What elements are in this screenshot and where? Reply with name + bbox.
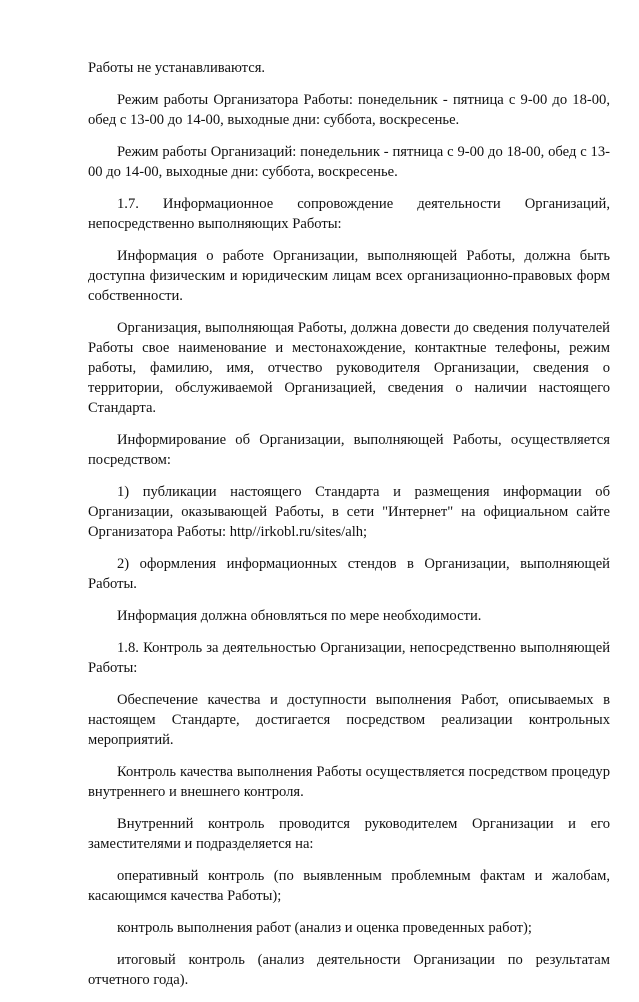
paragraph-quality-assurance: Обеспечение качества и доступности выполнения Работ, описываемых в настоящем Стандарте, достигается посредством реализации контрольных мероприятий.: [88, 692, 610, 748]
document-body: [88, 58, 610, 1002]
list-item-operational-control: оперативный контроль (по выявленным проблемным фактам и жалобам, касающимся качества Работы);: [88, 868, 610, 904]
paragraph-internal-control: Внутренний контроль проводится руководителем Организации и его заместителями и подразделяется на:: [88, 816, 610, 852]
paragraph-information-update: Информация должна обновляться по мере необходимости.: [117, 608, 482, 624]
list-item-work-control: контроль выполнения работ (анализ и оценка проведенных работ);: [117, 920, 532, 936]
paragraph-continuation: Работы не устанавливаются.: [88, 60, 266, 76]
paragraph-informing-means: Информирование об Организации, выполняющей Работы, осуществляется посредством:: [88, 432, 610, 468]
list-item-stands: 2) оформления информационных стендов в Организации, выполняющей Работы.: [88, 556, 610, 592]
section-heading-1-7: 1.7. Информационное сопровождение деятельности Организаций, непосредственно выполняющих Работы:: [88, 196, 610, 232]
section-heading-1-8: 1.8. Контроль за деятельностью Организации, непосредственно выполняющей Работы:: [88, 640, 610, 676]
list-item-publication: 1) публикации настоящего Стандарта и размещения информации об Организации, оказывающей Работы, в сети "Интернет" на официальном сайте Организатора Работы: http//irkobl.ru/sites/alh;: [88, 484, 610, 540]
paragraph-information-availability: Информация о работе Организации, выполняющей Работы, должна быть доступна физическим и юридическим лицам всех организационно-правовых форм собственности.: [88, 248, 610, 304]
paragraph-organization-duties: Организация, выполняющая Работы, должна довести до сведения получателей Работы свое наименование и местонахождение, контактные телефоны, режим работы, фамилию, имя, отчество руководителя Организации, сведения о территории, обслуживаемой Организацией, сведения о наличии настоящего Стандарта.: [88, 320, 610, 416]
list-item-final-control: итоговый контроль (анализ деятельности Организации по результатам отчетного года).: [88, 952, 610, 988]
paragraph-organizer-schedule: Режим работы Организатора Работы: понедельник - пятница с 9-00 до 18-00, обед с 13-00 до 14-00, выходные дни: суббота, воскресенье.: [88, 92, 610, 128]
paragraph-quality-control: Контроль качества выполнения Работы осуществляется посредством процедур внутреннего и внешнего контроля.: [88, 764, 610, 800]
paragraph-organizations-schedule: Режим работы Организаций: понедельник - пятница с 9-00 до 18-00, обед с 13-00 до 14-00, выходные дни: суббота, воскресенье.: [88, 144, 610, 180]
